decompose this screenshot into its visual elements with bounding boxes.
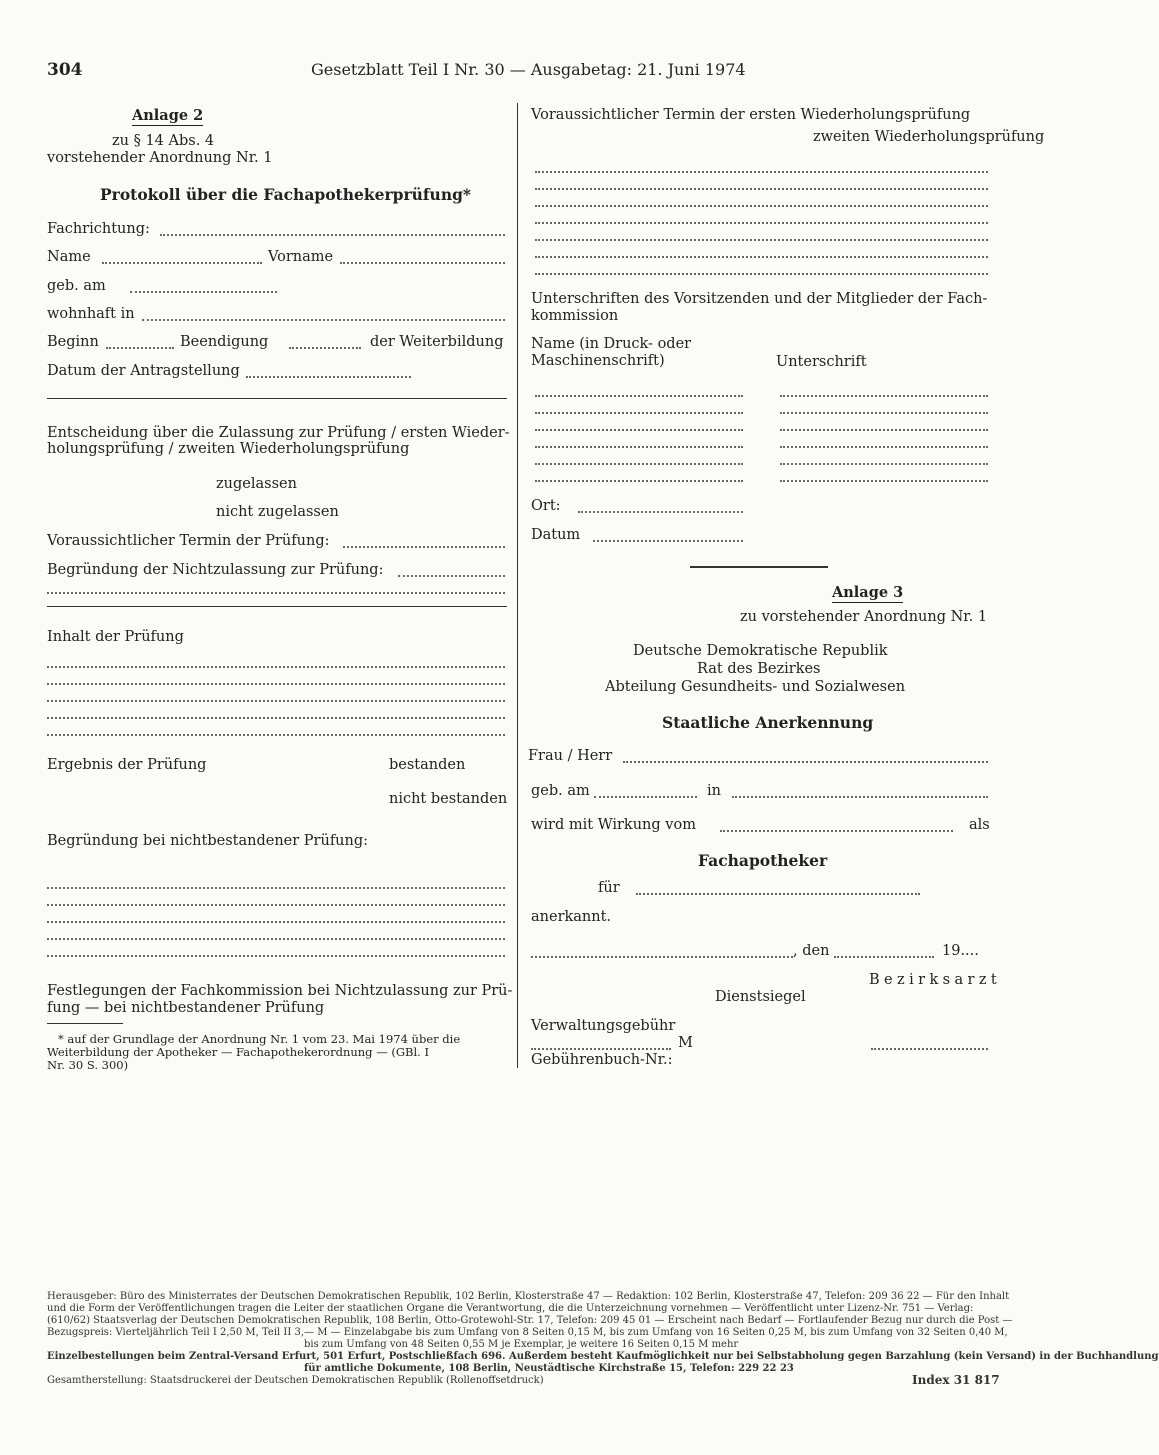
index-number: Index 31 817 bbox=[912, 1373, 1000, 1387]
anlage3-divider bbox=[690, 566, 828, 568]
protocol-title: Protokoll über die Fachapothekerprüfung* bbox=[100, 185, 472, 204]
termin-pruefung-label: Voraussichtlicher Termin der Prüfung: bbox=[47, 533, 330, 549]
page-header-title: Gesetzblatt Teil I Nr. 30 — Ausgabetag: 21. Juni 1974 bbox=[311, 60, 746, 79]
vorname-field bbox=[340, 262, 505, 264]
inhalt-line bbox=[47, 700, 505, 702]
datum-field bbox=[593, 540, 743, 542]
inhalt-line bbox=[47, 666, 505, 668]
frau-herr-label: Frau / Herr bbox=[528, 748, 613, 764]
fachrichtung-field bbox=[160, 234, 505, 236]
unterschriften-line1: Unterschriften des Vorsitzenden und der Mitglieder der Fach- bbox=[531, 291, 988, 307]
anlage2-title: Anlage 2 bbox=[132, 107, 204, 124]
section-divider bbox=[47, 398, 507, 399]
termin-wiederholung-label: Voraussichtlicher Termin der ersten Wiederholungsprüfung bbox=[531, 107, 971, 123]
signature-name-line bbox=[535, 395, 743, 397]
name-druck-line1: Name (in Druck- oder bbox=[531, 336, 692, 352]
footnote-line3: Nr. 30 S. 300) bbox=[47, 1058, 129, 1072]
in-label: in bbox=[707, 783, 721, 799]
termin-line bbox=[535, 273, 988, 275]
name-field bbox=[102, 262, 262, 264]
jahr-label: 19.... bbox=[942, 943, 979, 959]
mark-unit: M bbox=[678, 1035, 693, 1051]
antragstellung-field bbox=[246, 376, 411, 378]
geburtsort-field bbox=[732, 796, 988, 798]
den-field bbox=[834, 956, 934, 958]
rat-des-bezirkes: Rat des Bezirkes bbox=[697, 661, 821, 677]
inhalt-line bbox=[47, 734, 505, 736]
termin-line bbox=[535, 188, 988, 190]
termin-line bbox=[535, 239, 988, 241]
page-number: 304 bbox=[47, 60, 83, 80]
zugelassen-option: zugelassen bbox=[216, 476, 297, 492]
name-druck-line2: Maschinenschrift) bbox=[531, 353, 665, 369]
frau-herr-field bbox=[623, 761, 988, 763]
termin-line bbox=[535, 256, 988, 258]
begruendung-nichtbestanden-label: Begründung bei nichtbestandener Prüfung: bbox=[47, 833, 369, 849]
signature-line bbox=[780, 412, 988, 414]
geb-am-label: geb. am bbox=[47, 278, 106, 294]
footnote-line1: * auf der Grundlage der Anordnung Nr. 1 vom 23. Mai 1974 über die bbox=[58, 1032, 461, 1046]
ddr-name: Deutsche Demokratische Republik bbox=[633, 643, 888, 659]
anerkannt-text: anerkannt. bbox=[531, 909, 612, 925]
begruendung-line bbox=[47, 921, 505, 923]
bestanden-option: bestanden bbox=[389, 757, 466, 773]
begruendung-nichtzulassung-label: Begründung der Nichtzulassung zur Prüfung: bbox=[47, 562, 384, 578]
beginn-field bbox=[106, 347, 174, 349]
signature-line bbox=[780, 463, 988, 465]
termin-line bbox=[535, 205, 988, 207]
begruendung-nichtzulassung-field-2 bbox=[47, 592, 505, 594]
footnote-rule bbox=[47, 1023, 123, 1024]
wohnhaft-label: wohnhaft in bbox=[47, 306, 135, 322]
signature-line bbox=[780, 480, 988, 482]
dienstsiegel-label: Dienstsiegel bbox=[715, 989, 806, 1005]
begruendung-line bbox=[47, 938, 505, 940]
festlegungen-line2: fung — bei nichtbestandener Prüfung bbox=[47, 1000, 325, 1016]
signature-line bbox=[780, 395, 988, 397]
imprint-line: und die Form der Veröffentlichungen tragen die Leiter der staatlichen Organe die Verantwortung, die die Unterzeichnung vornehmen — Veröffentlicht unter Lizenz-Nr. 751 — Verlag: bbox=[47, 1303, 974, 1314]
datum-label: Datum bbox=[531, 527, 581, 543]
nicht-bestanden-option: nicht bestanden bbox=[389, 791, 508, 807]
festlegungen-line1: Festlegungen der Fachkommission bei Nichtzulassung zur Prü- bbox=[47, 983, 513, 999]
wohnhaft-field bbox=[142, 319, 505, 321]
bezirksarzt-label: Bezirksarzt bbox=[869, 972, 1002, 988]
footnote-line2: Weiterbildung der Apotheker — Fachapothekerordnung — (GBl. I bbox=[47, 1045, 430, 1059]
inhalt-line bbox=[47, 683, 505, 685]
als-label: als bbox=[969, 817, 990, 833]
ort-label: Ort: bbox=[531, 498, 561, 514]
unterschrift-label: Unterschrift bbox=[776, 354, 867, 370]
decision-text-line2: holungsprüfung / zweiten Wiederholungsprüfung bbox=[47, 441, 410, 457]
imprint-line: (610/62) Staatsverlag der Deutschen Demokratischen Republik, 108 Berlin, Otto-Grotewohl-Str. 17, Telefon: 209 45 01 — Erscheint nach Bedarf — Fortlaufender Bezug nur durch die Post — bbox=[47, 1315, 1013, 1326]
signature-name-line bbox=[535, 429, 743, 431]
fuer-field bbox=[636, 893, 920, 895]
antragstellung-label: Datum der Antragstellung bbox=[47, 363, 240, 379]
verwaltungsgebuehr-label: Verwaltungsgebühr bbox=[531, 1018, 676, 1034]
signature-name-line bbox=[535, 446, 743, 448]
geb-am-label-right: geb. am bbox=[531, 783, 590, 799]
gebuehrenbuch-label: Gebührenbuch-Nr.: bbox=[531, 1052, 673, 1068]
termin-line bbox=[535, 171, 988, 173]
abteilung: Abteilung Gesundheits- und Sozialwesen bbox=[605, 679, 906, 695]
anlage3-title: Anlage 3 bbox=[832, 584, 904, 601]
signature-name-line bbox=[535, 412, 743, 414]
fachrichtung-label: Fachrichtung: bbox=[47, 221, 150, 237]
imprint-line: bis zum Umfang von 48 Seiten 0,55 M je Exemplar, je weitere 16 Seiten 0,15 M mehr bbox=[304, 1339, 739, 1350]
bezirksarzt-signature-field bbox=[871, 1048, 988, 1050]
termin-pruefung-field bbox=[343, 546, 505, 548]
anerkennung-title: Staatliche Anerkennung bbox=[662, 713, 874, 732]
geb-am-field-right bbox=[594, 796, 697, 798]
imprint-line: Bezugspreis: Vierteljährlich Teil I 2,50 M, Teil II 3,— M — Einzelabgabe bis zum Umfang von 8 Seiten 0,15 M, bis zum Umfang von 16 Seiten 0,25 M, bis zum Umfang von 32 Seiten 0,40 M, bbox=[47, 1327, 1008, 1338]
anlage3-ref: zu vorstehender Anordnung Nr. 1 bbox=[740, 609, 988, 625]
inhalt-label: Inhalt der Prüfung bbox=[47, 629, 184, 645]
beginn-label: Beginn bbox=[47, 334, 99, 350]
wirkung-field bbox=[720, 830, 953, 832]
geb-am-field bbox=[130, 291, 277, 293]
imprint-line: Einzelbestellungen beim Zentral-Versand Erfurt, 501 Erfurt, Postschließfach 696. Außerdem besteht Kaufmöglichkeit nur bei Selbstabholung gegen Barzahlung (kein Versand) in der Buchhandlung bbox=[47, 1351, 1159, 1362]
signature-line bbox=[780, 446, 988, 448]
ort-datum-field bbox=[531, 956, 793, 958]
fachapotheker-title: Fachapotheker bbox=[698, 851, 828, 870]
signature-line bbox=[780, 429, 988, 431]
termin-line bbox=[535, 222, 988, 224]
begruendung-nichtzulassung-field bbox=[398, 575, 505, 577]
gebuehr-field bbox=[531, 1048, 671, 1050]
anlage2-ref-order: vorstehender Anordnung Nr. 1 bbox=[47, 150, 273, 166]
signature-name-line bbox=[535, 463, 743, 465]
fuer-label: für bbox=[598, 880, 620, 896]
den-label: , den bbox=[793, 943, 830, 959]
nicht-zugelassen-option: nicht zugelassen bbox=[216, 504, 339, 520]
beendigung-field bbox=[289, 347, 361, 349]
wirkung-label: wird mit Wirkung vom bbox=[531, 817, 696, 833]
inhalt-line bbox=[47, 717, 505, 719]
zweiten-wiederholung-label: zweiten Wiederholungsprüfung bbox=[813, 129, 1045, 145]
begruendung-line bbox=[47, 887, 505, 889]
imprint-line: Herausgeber: Büro des Ministerrates der Deutschen Demokratischen Republik, 102 Berlin, Klosterstraße 47 — Redaktion: 102 Berlin, Klosterstraße 47, Telefon: 209 36 22 — Für den Inhalt bbox=[47, 1291, 1010, 1302]
begruendung-line bbox=[47, 955, 505, 957]
weiterbildung-label: der Weiterbildung bbox=[370, 334, 504, 350]
unterschriften-line2: kommission bbox=[531, 308, 619, 324]
begruendung-line bbox=[47, 904, 505, 906]
imprint-line: für amtliche Dokumente, 108 Berlin, Neustädtische Kirchstraße 15, Telefon: 229 22 23 bbox=[304, 1363, 794, 1374]
imprint-line: Gesamtherstellung: Staatsdruckerei der Deutschen Demokratischen Republik (Rollenoffsetdruck) bbox=[47, 1375, 544, 1386]
beendigung-label: Beendigung bbox=[180, 334, 269, 350]
section-divider bbox=[47, 606, 507, 607]
column-divider bbox=[517, 103, 518, 1068]
ort-field bbox=[578, 511, 743, 513]
vorname-label: Vorname bbox=[268, 249, 334, 265]
name-label: Name bbox=[47, 249, 91, 265]
anlage2-ref-paragraph: zu § 14 Abs. 4 bbox=[112, 133, 215, 149]
decision-text-line1: Entscheidung über die Zulassung zur Prüfung / ersten Wieder- bbox=[47, 425, 510, 441]
ergebnis-label: Ergebnis der Prüfung bbox=[47, 757, 207, 773]
signature-name-line bbox=[535, 480, 743, 482]
